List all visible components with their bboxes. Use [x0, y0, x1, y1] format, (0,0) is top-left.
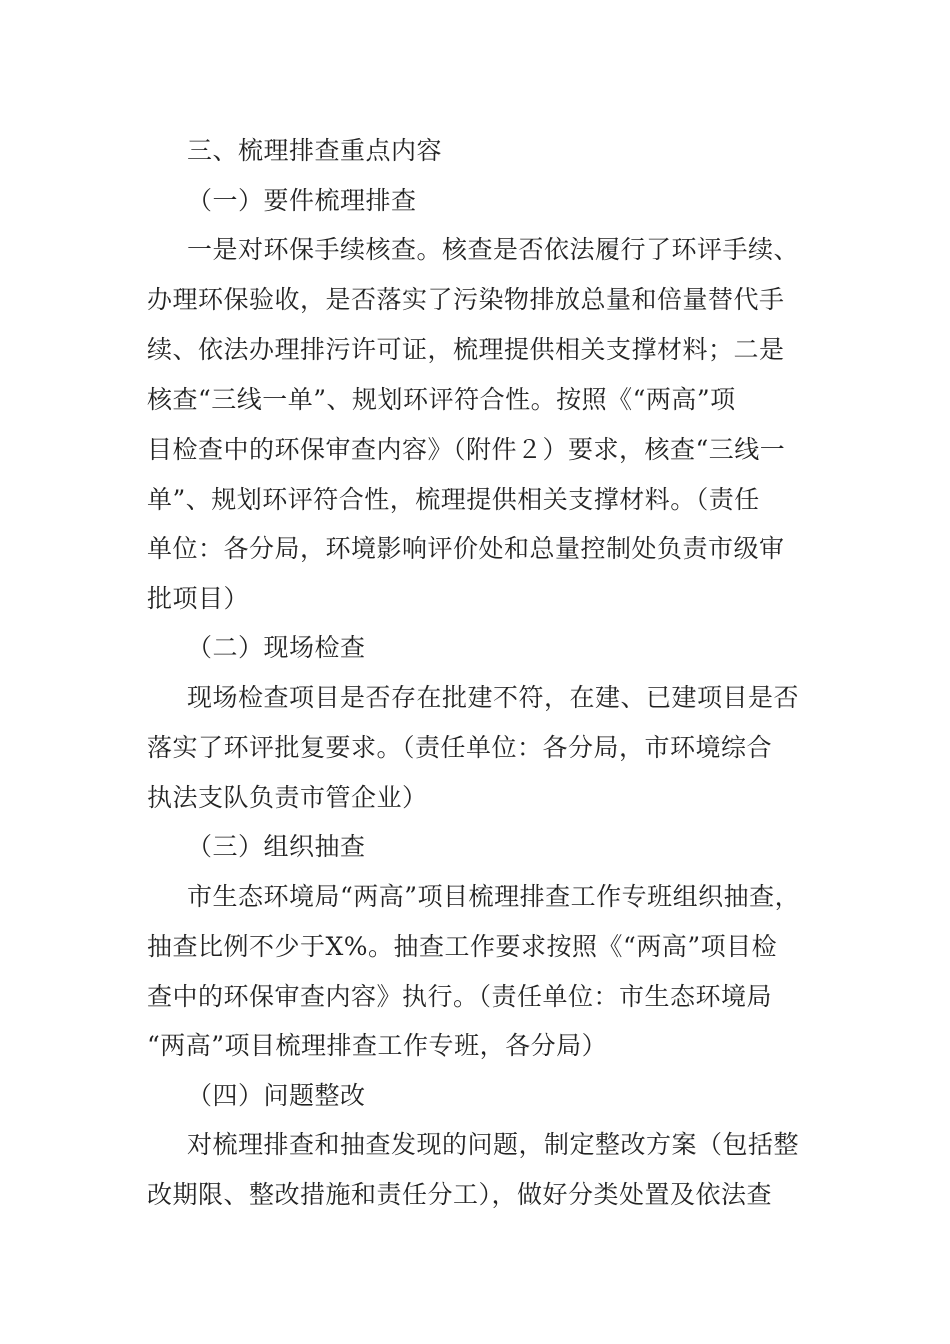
paragraph-line: 查中的环保审查内容》执行。（责任单位：市生态环境局 [147, 982, 773, 1011]
paragraph-line: “两高”项目梳理排查工作专班，各分局） [147, 1031, 608, 1060]
paragraph-line: 一是对环保手续核查。核查是否依法履行了环评手续、 [187, 235, 800, 264]
paragraph-line: 现场检查项目是否存在批建不符，在建、已建项目是否 [187, 683, 800, 712]
paragraph-line: 对梳理排查和抽查发现的问题，制定整改方案（包括整 [187, 1130, 800, 1159]
paragraph-line: 改期限、整改措施和责任分工），做好分类处置及依法查 [147, 1180, 773, 1209]
paragraph-line: 批项目） [147, 584, 250, 613]
subsection-heading-1: （一）要件梳理排查 [187, 186, 417, 215]
paragraph-line: 单位：各分局，环境影响评价处和总量控制处负责市级审 [147, 534, 785, 563]
subsection-heading-3: （三）组织抽查 [187, 832, 366, 861]
paragraph-line: 办理环保验收，是否落实了污染物排放总量和倍量替代手 [147, 285, 785, 314]
paragraph-line: 核查“三线一单”、规划环评符合性。按照《“两高”项 [147, 385, 736, 414]
paragraph-line: 续、依法办理排污许可证，梳理提供相关支撑材料；二是 [147, 335, 785, 364]
paragraph-line: 落实了环评批复要求。（责任单位：各分局，市环境综合 [147, 733, 773, 762]
subsection-heading-4: （四）问题整改 [187, 1081, 366, 1110]
paragraph-line: 目检查中的环保审查内容》（附件２）要求，核查“三线一 [147, 435, 786, 464]
paragraph-line: 市生态环境局“两高”项目梳理排查工作专班组织抽查， [187, 882, 801, 911]
paragraph-line: 抽查比例不少于X%。抽查工作要求按照《“两高”项目检 [147, 932, 778, 961]
subsection-heading-2: （二）现场检查 [187, 633, 366, 662]
section-heading: 三、梳理排查重点内容 [187, 136, 443, 165]
paragraph-line: 执法支队负责市管企业） [147, 783, 428, 812]
paragraph-line: 单”、规划环评符合性，梳理提供相关支撑材料。（责任 [147, 485, 760, 514]
